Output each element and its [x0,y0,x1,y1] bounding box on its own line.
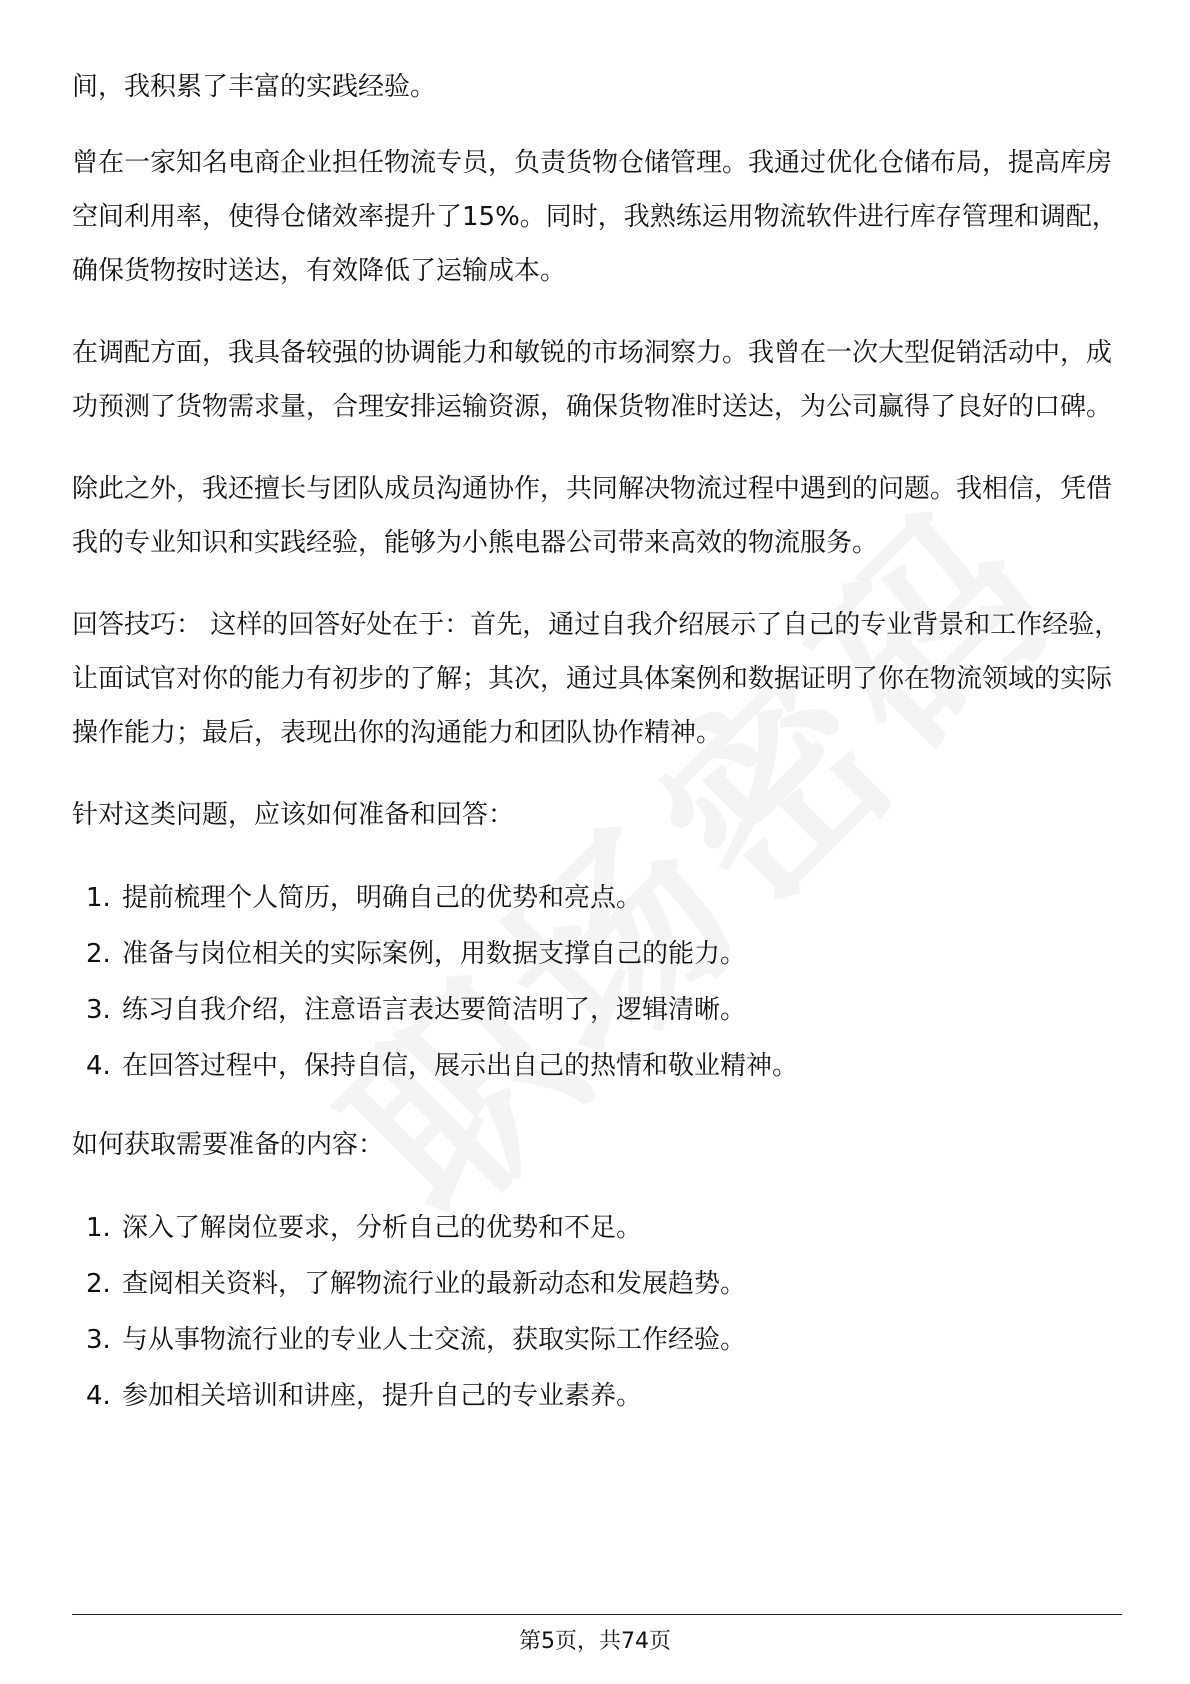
list-number: 1. [86,883,111,913]
list-number: 3. [86,995,111,1025]
paragraph-2: 曾在一家知名电商企业担任物流专员，负责货物仓储管理。我通过优化仓储布局，提高库房空间利用率，使得仓储效率提升了15%。同时，我熟练运用物流软件进行库存管理和调配，确保货物按时送达，有效降低了运输成本。 [72,148,1118,286]
list-item [72,982,1122,1038]
obtain-list [72,1200,1122,1424]
page-number: 第5页，共74页 [519,1629,671,1654]
prepare-list [72,870,1122,1094]
list-text: 在回答过程中，保持自信，展示出自己的热情和敬业精神。 [122,1051,799,1081]
paragraph-prepare-heading: 针对这类问题，应该如何准备和回答： [72,800,515,830]
footer-divider [72,1614,1122,1615]
paragraph-1: 间，我积累了丰富的实践经验。 [72,72,437,102]
list-text: 深入了解岗位要求，分析自己的优势和不足。 [122,1213,643,1243]
list-item [72,1312,1122,1368]
list-number: 1. [86,1213,111,1243]
list-text: 练习自我介绍，注意语言表达要简洁明了，逻辑清晰。 [122,995,747,1025]
list-item [72,926,1122,982]
list-text: 参加相关培训和讲座，提升自己的专业素养。 [122,1381,643,1411]
list-text: 查阅相关资料，了解物流行业的最新动态和发展趋势。 [122,1269,747,1299]
list-item [72,1200,1122,1256]
paragraph-obtain-heading: 如何获取需要准备的内容： [72,1130,385,1160]
paragraph-answer-tips: 回答技巧： 这样的回答好处在于：首先，通过自我介绍展示了自己的专业背景和工作经验，让面试官对你的能力有初步的了解；其次，通过具体案例和数据证明了你在物流领域的实际操作能力；最后，表现出你的沟通能力和团队协作精神。 [72,610,1121,748]
document-body [72,60,1122,1448]
list-item [72,1256,1122,1312]
list-text: 准备与岗位相关的实际案例，用数据支撑自己的能力。 [122,939,747,969]
list-number: 4. [86,1381,111,1411]
list-number: 2. [86,1269,111,1299]
list-number: 3. [86,1325,111,1355]
paragraph-4: 除此之外，我还擅长与团队成员沟通协作，共同解决物流过程中遇到的问题。我相信，凭借我的专业知识和实践经验，能够为小熊电器公司带来高效的物流服务。 [72,474,1113,558]
list-number: 2. [86,939,111,969]
list-item [72,870,1122,926]
list-text: 与从事物流行业的专业人士交流，获取实际工作经验。 [122,1325,747,1355]
list-number: 4. [86,1051,111,1081]
list-item [72,1038,1122,1094]
list-item [72,1368,1122,1424]
list-text: 提前梳理个人简历，明确自己的优势和亮点。 [122,883,643,913]
paragraph-3: 在调配方面，我具备较强的协调能力和敏锐的市场洞察力。我曾在一次大型促销活动中，成功预测了货物需求量，合理安排运输资源，确保货物准时送达，为公司赢得了良好的口碑。 [72,338,1113,422]
